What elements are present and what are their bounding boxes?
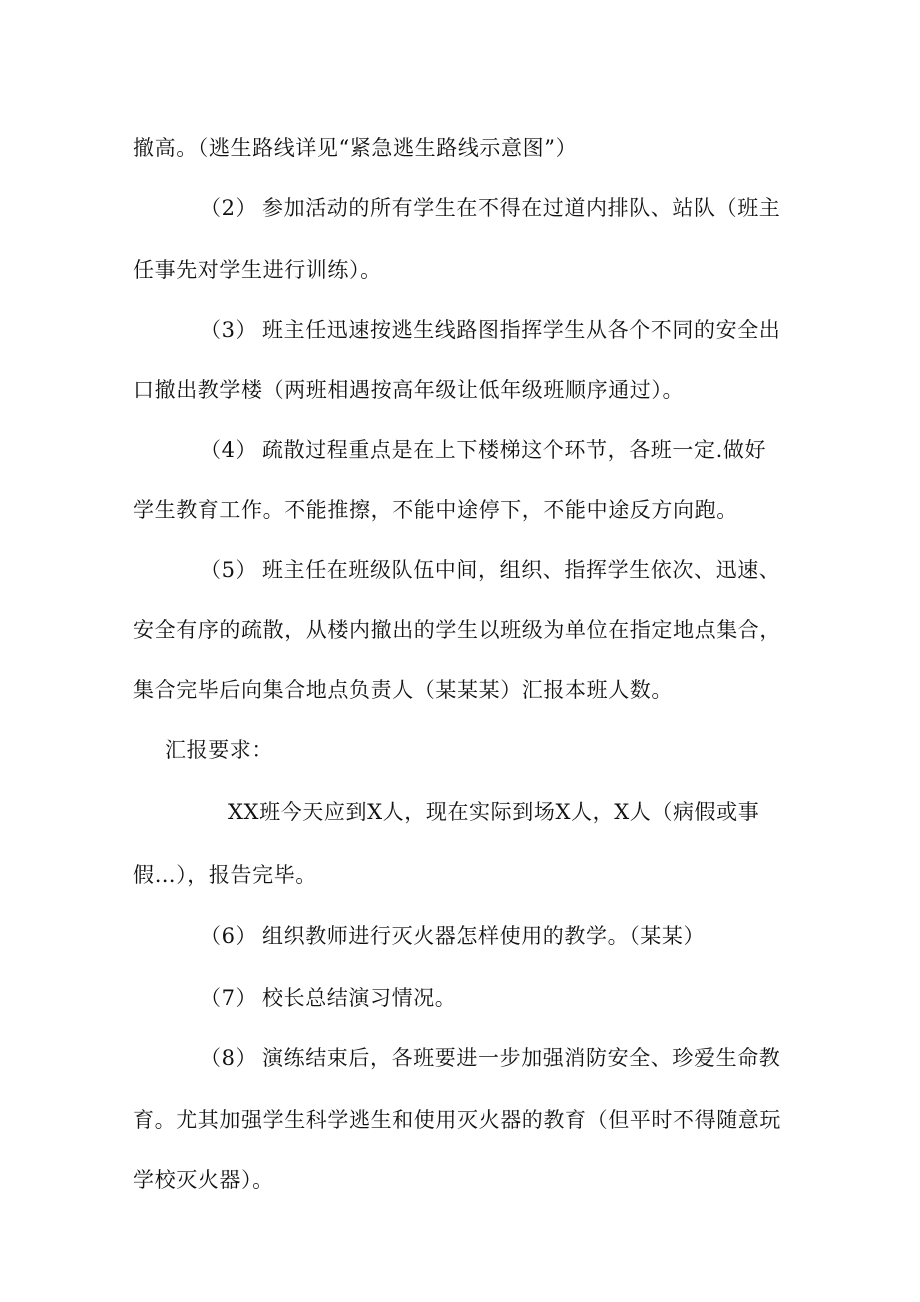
numbered-item-7 bbox=[200, 983, 456, 1013]
report-content bbox=[228, 797, 759, 827]
item-number: （7） bbox=[200, 986, 258, 1010]
line-text: 假…），报告完毕。 bbox=[133, 863, 317, 887]
item-number: （5） bbox=[200, 558, 258, 582]
item-number: （4） bbox=[200, 438, 258, 462]
numbered-item-2 bbox=[200, 193, 780, 223]
line-text: 班主任迅速按逃生线路图指挥学生从各个不同的安全出 bbox=[262, 318, 781, 342]
line-text: 汇报要求： bbox=[165, 738, 273, 762]
text-line bbox=[133, 255, 382, 285]
line-text: 疏散过程重点是在上下楼梯这个环节，各班一定.做好 bbox=[262, 438, 767, 462]
line-text: 学生教育工作。不能推擦，不能中途停下，不能中途反方向跑。 bbox=[133, 498, 738, 522]
text-line bbox=[133, 495, 738, 525]
item-number: （2） bbox=[200, 196, 258, 220]
line-text: 口撤出教学楼（两班相遇按高年级让低年级班顺序通过）。 bbox=[133, 378, 685, 402]
line-text: XX班今天应到X人，现在实际到场X人，X人（病假或事 bbox=[228, 800, 760, 824]
line-text: 育。尤其加强学生科学逃生和使用灭火器的教育（但平时不得随意玩 bbox=[133, 1108, 781, 1132]
report-heading bbox=[165, 735, 273, 765]
line-text: 撤高。（逃生路线详见“紧急逃生路线示意图”） bbox=[133, 136, 578, 160]
line-text: 学校灭火器）。 bbox=[133, 1168, 274, 1192]
numbered-item-5 bbox=[200, 555, 780, 585]
numbered-item-8 bbox=[200, 1043, 780, 1073]
item-number: （3） bbox=[200, 318, 258, 342]
line-text: 校长总结演习情况。 bbox=[262, 986, 457, 1010]
numbered-item-4 bbox=[200, 435, 766, 465]
line-text: 安全有序的疏散，从楼内撤出的学生以班级为单位在指定地点集合， bbox=[133, 618, 781, 642]
line-text: 演练结束后，各班要进一步加强消防安全、珍爱生命教 bbox=[262, 1046, 781, 1070]
text-line bbox=[133, 375, 684, 405]
text-line bbox=[133, 675, 673, 705]
text-line bbox=[133, 860, 317, 890]
line-text: 班主任在班级队伍中间，组织、指挥学生依次、迅速、 bbox=[262, 558, 781, 582]
line-text: 集合完毕后向集合地点负责人（某某某）汇报本班人数。 bbox=[133, 678, 673, 702]
line-text: 参加活动的所有学生在不得在过道内排队、站队（班主 bbox=[262, 196, 781, 220]
text-line bbox=[133, 1165, 274, 1195]
numbered-item-3 bbox=[200, 315, 780, 345]
text-line bbox=[133, 615, 781, 645]
numbered-item-6 bbox=[200, 921, 705, 951]
text-line bbox=[133, 1105, 781, 1135]
item-number: （8） bbox=[200, 1046, 258, 1070]
text-line bbox=[133, 133, 577, 163]
line-text: 组织教师进行灭火器怎样使用的教学。（某某） bbox=[262, 924, 706, 948]
line-text: 任事先对学生进行训练）。 bbox=[133, 258, 382, 282]
item-number: （6） bbox=[200, 924, 258, 948]
